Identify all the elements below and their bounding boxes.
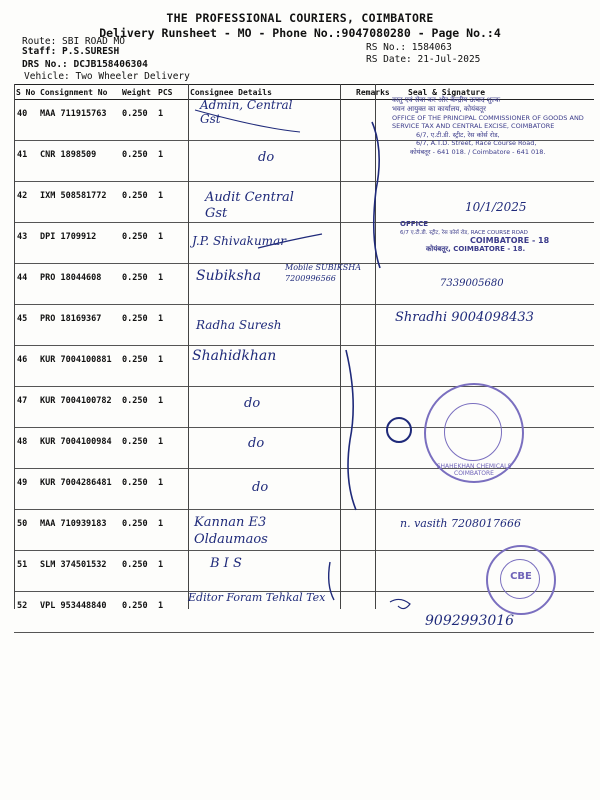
stamp-line: 6/7, ए.टी.डी. स्ट्रीट, रेस कोर्स रोड,	[416, 131, 500, 139]
stamp-line: कोयंबतूर, COIMBATORE - 18.	[426, 245, 526, 253]
handwriting-consignee-46: Shahidkhan	[192, 348, 277, 364]
col-weight: Weight	[120, 85, 156, 100]
row-sno: 48	[14, 428, 38, 469]
row-consignment: VPL 953448840	[38, 592, 120, 633]
row-sno: 50	[14, 510, 38, 551]
row-consignment: SLM 374501532	[38, 551, 120, 592]
route-label: Route: SBI ROAD MO	[22, 36, 125, 47]
handwriting-consignee-52: Editor Foram Tehkal Tex	[188, 591, 326, 604]
row-consignment: IXM 508581772	[38, 182, 120, 223]
handwriting-consignee-42: Audit Central Gst	[205, 190, 294, 221]
small-stamp-mark	[386, 417, 412, 443]
row-pcs: 1	[156, 428, 188, 469]
row-pcs: 1	[156, 592, 188, 633]
row-weight: 0.250	[120, 346, 156, 387]
round-cbe-stamp	[486, 545, 556, 615]
row-consignment: DPI 1709912	[38, 223, 120, 264]
stamp-text: CBE	[510, 571, 532, 582]
row-sno: 47	[14, 387, 38, 428]
row-weight: 0.250	[120, 428, 156, 469]
row-weight: 0.250	[120, 100, 156, 141]
handwriting-consignee-48: do	[248, 436, 265, 451]
row-pcs: 1	[156, 305, 188, 346]
row-sno: 41	[14, 141, 38, 182]
col-seal: Seal & Signature	[388, 85, 594, 100]
stamp-line: SERVICE TAX AND CENTRAL EXCISE, COIMBATORE	[392, 122, 555, 130]
row-weight: 0.250	[120, 387, 156, 428]
row-sno: 46	[14, 346, 38, 387]
row-weight: 0.250	[120, 141, 156, 182]
handwriting-mobile-44: Mobile SUBIKSHA 7200996566	[285, 263, 361, 283]
row-weight: 0.250	[120, 305, 156, 346]
row-sno: 49	[14, 469, 38, 510]
stamp-text: SHAHEKHAN CHEMICALS COIMBATORE	[436, 463, 512, 477]
row-sno: 40	[14, 100, 38, 141]
company-title: THE PROFESSIONAL COURIERS, COIMBATORE	[166, 11, 434, 25]
handwriting-consignee-43: J.P. Shivakumar	[192, 234, 286, 248]
handwriting-consignee-50: Kannan E3 Oldaumaos	[194, 515, 268, 547]
office-address-stamp	[400, 220, 596, 254]
row-sno: 44	[14, 264, 38, 305]
row-pcs: 1	[156, 469, 188, 510]
row-pcs: 1	[156, 182, 188, 223]
row-weight: 0.250	[120, 510, 156, 551]
stamp-line: कोयंबतूर - 641 018. / Coimbatore - 641 018.	[410, 148, 546, 156]
handwriting-phone-44: 7339005680	[440, 278, 504, 289]
handwriting-consignee-45: Radha Suresh	[196, 318, 282, 332]
row-consignment: PRO 18044608	[38, 264, 120, 305]
row-consignment: MAA 711915763	[38, 100, 120, 141]
stamp-line: 6/7 ए.टी.डी. स्ट्रीट, रेस कोर्स रोड, RACE COURSE ROAD	[400, 230, 528, 236]
row-weight: 0.250	[120, 223, 156, 264]
rs-date: RS Date: 21-Jul-2025	[366, 54, 481, 65]
handwriting-date-42: 10/1/2025	[465, 200, 527, 214]
row-weight: 0.250	[120, 592, 156, 633]
row-consignment: KUR 7004100984	[38, 428, 120, 469]
handwriting-consignee-41: do	[258, 150, 275, 165]
handwriting-signature-45: Shradhi 9004098433	[395, 310, 534, 325]
row-consignment: KUR 7004100782	[38, 387, 120, 428]
row-pcs: 1	[156, 551, 188, 592]
stamp-line: COIMBATORE - 18	[470, 236, 550, 245]
round-company-stamp	[424, 383, 524, 483]
row-pcs: 1	[156, 346, 188, 387]
col-sno: S No	[14, 85, 38, 100]
vehicle-label: Vehicle: Two Wheeler Delivery	[24, 71, 190, 82]
row-sno: 52	[14, 592, 38, 633]
rs-number: RS No.: 1584063	[366, 42, 452, 53]
col-consignee: Consignee Details	[188, 85, 354, 100]
row-consignment: KUR 7004100881	[38, 346, 120, 387]
col-consignment: Consignment No	[38, 85, 120, 100]
handwriting-consignee-49: do	[252, 480, 269, 495]
staff-label: Staff: P.S.SURESH	[22, 46, 120, 57]
row-pcs: 1	[156, 223, 188, 264]
stamp-line: OFFICE	[400, 220, 429, 228]
office-seal-stamp	[392, 96, 592, 156]
runsheet-title: Delivery Runsheet - MO - Phone No.:9047080280 - Page No.:4	[99, 26, 501, 40]
col-remarks: Remarks	[354, 85, 388, 100]
row-weight: 0.250	[120, 264, 156, 305]
handwriting-consignee-44: Subiksha	[196, 268, 262, 284]
row-consignment: MAA 710939183	[38, 510, 120, 551]
row-sno: 51	[14, 551, 38, 592]
row-pcs: 1	[156, 264, 188, 305]
row-consignment: KUR 7004286481	[38, 469, 120, 510]
drs-number: DRS No.: DCJB158406304	[22, 59, 148, 70]
handwriting-consignee-40: Admin, Central Gst	[200, 98, 293, 126]
handwriting-consignee-47: do	[244, 396, 261, 411]
row-pcs: 1	[156, 387, 188, 428]
stamp-line: OFFICE OF THE PRINCIPAL COMMISSIONER OF GOODS AND	[392, 114, 584, 122]
stamp-line: वस्तु एवं सेवा कर और केन्द्रीय उत्पाद शुल्क	[392, 96, 501, 104]
row-pcs: 1	[156, 510, 188, 551]
row-weight: 0.250	[120, 469, 156, 510]
row-pcs: 1	[156, 141, 188, 182]
row-consignment: CNR 1898509	[38, 141, 120, 182]
handwriting-consignee-51: B I S	[210, 556, 242, 571]
row-sno: 42	[14, 182, 38, 223]
row-weight: 0.250	[120, 182, 156, 223]
row-sno: 45	[14, 305, 38, 346]
stamp-line: 6/7, A.T.D. Street, Race Course Road,	[416, 139, 537, 147]
row-sno: 43	[14, 223, 38, 264]
row-consignment: PRO 18169367	[38, 305, 120, 346]
handwriting-signature-50: n. vasith 7208017666	[400, 517, 521, 530]
row-pcs: 1	[156, 100, 188, 141]
col-pcs: PCS	[156, 85, 188, 100]
row-weight: 0.250	[120, 551, 156, 592]
stamp-line: भवन आयुक्त का कार्यालय, कोयंबतूर	[392, 105, 486, 113]
handwriting-signature-52: 9092993016	[425, 613, 515, 629]
